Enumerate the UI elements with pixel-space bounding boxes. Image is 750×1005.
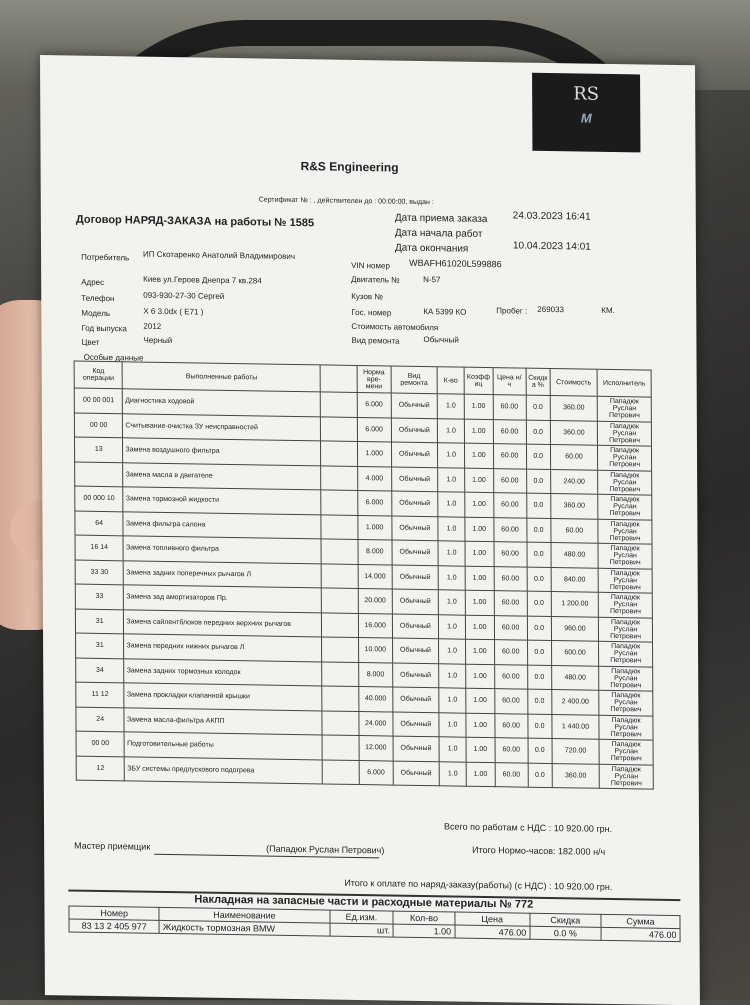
work-executor: Пападюк Руслан Петрович — [599, 641, 653, 666]
work-coef: 1.00 — [466, 737, 495, 762]
parts-col-unit: Ед.изм. — [329, 910, 393, 924]
work-coef: 1.00 — [464, 443, 493, 468]
work-executor: Пападюк Руслан Петрович — [598, 470, 652, 495]
hours-total-unit: н/ч — [593, 846, 606, 857]
work-price: 60.00 — [494, 615, 527, 640]
work-qty: 1.0 — [439, 737, 466, 762]
work-price: 60.00 — [493, 395, 526, 420]
parts-col-qty: Кол-во — [393, 911, 454, 925]
work-code: 13 — [74, 437, 123, 462]
work-norm: 1.000 — [357, 441, 391, 466]
work-coef: 1.00 — [466, 713, 495, 738]
parts-discount: 0.0 % — [530, 926, 601, 940]
model: X 6 3.0dx ( E71 ) — [143, 306, 204, 317]
parts-col-price: Цена — [455, 912, 530, 926]
engine: N-57 — [423, 275, 441, 285]
work-qty: 1.0 — [439, 590, 466, 615]
work-name: Считывание-очистка ЗУ неисправностей — [123, 413, 321, 441]
work-name: Замена топливного фильтра — [123, 536, 321, 564]
work-spare — [322, 637, 359, 662]
work-price: 60.00 — [493, 468, 526, 493]
work-discount: 0.0 — [527, 591, 551, 616]
work-code: 12 — [76, 756, 125, 781]
work-executor: Пападюк Руслан Петрович — [597, 396, 651, 421]
work-cost: 1 440.00 — [552, 714, 600, 739]
work-price: 60.00 — [494, 517, 527, 542]
work-norm: 8.000 — [358, 540, 392, 565]
work-qty: 1.0 — [439, 663, 466, 688]
work-qty: 1.0 — [439, 639, 466, 664]
work-name: Замена зад амортизаторов Пр. — [124, 585, 322, 613]
company-logo — [532, 73, 640, 153]
parts-col-number: Номер — [69, 906, 159, 920]
works-body — [74, 388, 653, 789]
invoice-number: 772 — [514, 898, 534, 911]
work-code: 00 000 10 — [75, 486, 124, 511]
work-spare — [321, 465, 358, 490]
repair-type-label: Вид ремонта — [351, 335, 400, 346]
work-spare — [323, 759, 360, 784]
color: Черный — [143, 335, 173, 346]
vin-label: VIN номер — [351, 260, 390, 271]
work-norm: 24.000 — [359, 711, 393, 736]
order-title-text: Договор НАРЯД-ЗАКАЗА на работы № — [75, 213, 287, 229]
work-norm: 10.000 — [358, 638, 392, 663]
col-empty — [321, 365, 358, 393]
work-norm: 6.000 — [358, 490, 392, 515]
work-code: 00 00 — [76, 731, 125, 756]
work-type: Обычный — [391, 418, 438, 443]
work-spare — [321, 514, 358, 539]
work-qty: 1.0 — [438, 492, 465, 517]
work-code: 00 00 001 — [74, 388, 123, 413]
parts-table — [68, 905, 680, 942]
work-price: 60.00 — [494, 566, 527, 591]
work-name: Замена воздушного фильтра — [123, 438, 321, 466]
work-name: Замена сайлентблоков передних верхних рычагов — [124, 609, 322, 637]
plate-label: Гос. номер — [351, 307, 392, 318]
work-type: Обычный — [392, 614, 439, 639]
parts-col-sum: Сумма — [601, 914, 680, 928]
col-qty: К-во — [437, 367, 464, 394]
work-discount: 0.0 — [526, 518, 550, 543]
phone-label: Телефон — [81, 293, 115, 304]
work-type: Обычный — [391, 491, 438, 516]
work-cost: 360.00 — [550, 420, 598, 445]
work-discount: 0.0 — [526, 444, 550, 469]
work-price: 60.00 — [493, 419, 526, 444]
work-name: Подготовительные работы — [125, 732, 323, 760]
work-coef: 1.00 — [466, 664, 495, 689]
work-coef: 1.00 — [465, 492, 494, 517]
parts-price: 476.00 — [455, 925, 530, 939]
work-code: 11 12 — [76, 682, 125, 707]
work-discount: 0.0 — [527, 689, 551, 714]
work-code — [75, 462, 124, 487]
parts-qty: 1.00 — [393, 924, 454, 938]
parts-col-name: Наименование — [159, 907, 329, 923]
work-qty: 1.0 — [438, 565, 465, 590]
logo-m: M — [580, 110, 592, 126]
work-coef: 1.00 — [466, 688, 495, 713]
pay-total-currency: грн. — [596, 881, 613, 893]
work-type: Обычный — [392, 589, 439, 614]
work-executor: Пападюк Руслан Петрович — [598, 568, 652, 593]
work-cost: 60.00 — [551, 518, 599, 543]
work-norm: 6.000 — [359, 760, 393, 785]
work-price: 60.00 — [494, 640, 527, 665]
work-type: Обычный — [391, 467, 438, 492]
work-coef: 1.00 — [465, 639, 494, 664]
work-type: Обычный — [391, 516, 438, 541]
work-discount: 0.0 — [527, 714, 551, 739]
work-qty: 1.0 — [439, 688, 466, 713]
work-cost: 840.00 — [551, 567, 599, 592]
order-number: 1585 — [289, 216, 315, 230]
model-label: Модель — [81, 308, 111, 319]
work-name: Замена задних тормозных колодок — [124, 658, 322, 686]
work-coef: 1.00 — [465, 517, 494, 542]
work-cost: 360.00 — [550, 494, 598, 519]
work-spare — [321, 392, 358, 417]
work-qty: 1.0 — [438, 394, 465, 419]
work-coef: 1.00 — [465, 541, 494, 566]
work-name: Замена масла в двигателе — [123, 462, 321, 490]
work-coef: 1.00 — [465, 566, 494, 591]
work-name: Замена задних поперечных рычагов Л — [124, 560, 322, 588]
work-discount: 0.0 — [526, 395, 550, 420]
work-type: Обычный — [393, 761, 440, 786]
work-type: Обычный — [392, 540, 439, 565]
col-discount: Скидк а % — [526, 368, 550, 395]
work-qty: 1.0 — [439, 614, 466, 639]
date-end-label: Дата окончания — [394, 242, 469, 255]
parts-col-discount: Скидка — [530, 913, 601, 927]
work-cost: 720.00 — [552, 739, 600, 764]
work-norm: 4.000 — [358, 466, 392, 491]
work-code: 00 00 — [74, 413, 123, 438]
plate: КА 5399 КО — [423, 307, 467, 317]
repair-type: Обычный — [423, 335, 459, 345]
work-executor: Пападюк Руслан Петрович — [599, 617, 653, 642]
work-type: Обычный — [392, 663, 439, 688]
work-price: 60.00 — [494, 689, 527, 714]
mileage-label: Пробег : — [496, 306, 528, 316]
special-data-label: Особые данные — [83, 352, 144, 363]
works-table — [74, 361, 654, 790]
work-price: 60.00 — [494, 591, 527, 616]
work-norm: 14.000 — [358, 564, 392, 589]
work-cost: 480.00 — [551, 665, 599, 690]
work-qty: 1.0 — [439, 712, 466, 737]
work-norm: 20.000 — [358, 589, 392, 614]
work-coef: 1.00 — [465, 590, 494, 615]
work-qty: 1.0 — [438, 443, 465, 468]
year-label: Год выпуска — [81, 323, 127, 334]
work-qty: 1.0 — [438, 541, 465, 566]
work-spare — [322, 661, 359, 686]
logo-mark: RS — [573, 83, 600, 105]
work-code: 31 — [75, 609, 124, 634]
work-price: 60.00 — [494, 664, 527, 689]
consumer-label: Потребитель — [81, 252, 130, 263]
col-type: Вид ремонта — [391, 366, 438, 394]
work-norm: 12.000 — [359, 736, 393, 761]
work-price: 60.00 — [494, 542, 527, 567]
work-coef: 1.00 — [464, 419, 493, 444]
work-coef: 1.00 — [464, 468, 493, 493]
work-discount: 0.0 — [528, 763, 552, 788]
work-type: Обычный — [392, 638, 439, 663]
address-label: Адрес — [81, 277, 105, 288]
work-qty: 1.0 — [438, 516, 465, 541]
work-cost: 360.00 — [550, 396, 598, 421]
work-discount: 0.0 — [526, 469, 550, 494]
work-discount: 0.0 — [527, 542, 551, 567]
work-type: Обычный — [391, 442, 438, 467]
work-qty: 1.0 — [438, 418, 465, 443]
hours-total-label: Итого Нормо-часов: — [472, 844, 556, 857]
work-price: 60.00 — [495, 738, 528, 763]
work-code: 33 — [75, 584, 124, 609]
work-price: 60.00 — [495, 762, 528, 787]
date-received-label: Дата приема заказа — [394, 212, 488, 226]
work-code: 31 — [76, 633, 125, 658]
body-label: Кузов № — [351, 291, 384, 302]
col-works: Выполненные работы — [123, 362, 321, 392]
work-qty: 1.0 — [439, 761, 466, 786]
work-name: Замена передних нижних рычагов Л — [124, 634, 322, 662]
work-executor: Пападюк Руслан Петрович — [599, 715, 653, 740]
work-coef: 1.00 — [465, 615, 494, 640]
work-qty: 1.0 — [438, 467, 465, 492]
work-executor: Пападюк Руслан Петрович — [598, 519, 652, 544]
color-label: Цвет — [81, 337, 100, 347]
work-spare — [322, 563, 359, 588]
works-total-currency: грн. — [596, 823, 613, 834]
work-type: Обычный — [392, 687, 439, 712]
pay-total-label: Итого к оплате по наряд-заказу(работы) (с НДС) : — [344, 877, 552, 892]
car-cost-label: Стоимость автомобиля — [351, 321, 439, 333]
col-norm: Норма вре-мени — [357, 365, 391, 393]
work-name: Замена тормозной жидкости — [123, 487, 321, 515]
pay-total-value: 10 920.00 — [554, 881, 595, 892]
work-discount: 0.0 — [527, 567, 551, 592]
work-executor: Пападюк Руслан Петрович — [598, 445, 652, 470]
work-name: Диагностика ходовой — [123, 389, 321, 417]
work-norm: 40.000 — [359, 687, 393, 712]
work-discount: 0.0 — [527, 640, 551, 665]
work-name: Замена фильтра салона — [123, 511, 321, 539]
work-spare — [321, 539, 358, 564]
col-coef: Коэфф иц — [464, 367, 493, 394]
work-price: 60.00 — [493, 444, 526, 469]
work-spare — [322, 588, 359, 613]
work-price: 60.00 — [493, 493, 526, 518]
work-cost: 480.00 — [551, 543, 599, 568]
work-executor: Пападюк Руслан Петрович — [598, 421, 652, 446]
parts-sum: 476.00 — [601, 927, 680, 941]
work-cost: 240.00 — [550, 469, 598, 494]
order-sheet — [40, 55, 700, 1005]
work-executor: Пападюк Руслан Петрович — [599, 739, 653, 764]
work-executor: Пападюк Руслан Петрович — [599, 764, 653, 789]
master-name: (Пападюк Руслан Петрович) — [266, 843, 385, 856]
work-executor: Пападюк Руслан Петрович — [598, 494, 652, 519]
work-cost: 360.00 — [552, 763, 600, 788]
work-norm: 8.000 — [359, 662, 393, 687]
work-executor: Пападюк Руслан Петрович — [598, 592, 652, 617]
date-start-label: Дата начала работ — [394, 227, 483, 240]
work-discount: 0.0 — [528, 738, 552, 763]
col-executor: Исполнитель — [597, 369, 651, 397]
work-spare — [321, 490, 358, 515]
hours-total — [472, 845, 605, 857]
pay-total — [344, 878, 612, 892]
work-code: 33 30 — [75, 560, 124, 585]
col-cost: Стоимость — [550, 369, 598, 397]
work-cost: 600.00 — [551, 641, 599, 666]
work-spare — [322, 612, 359, 637]
work-code: 64 — [75, 511, 124, 536]
work-discount: 0.0 — [527, 616, 551, 641]
work-type: Обычный — [392, 712, 439, 737]
work-price: 60.00 — [495, 713, 528, 738]
work-name: Замена масла-фильтра АКПП — [124, 707, 322, 735]
work-type: Обычный — [393, 736, 440, 761]
work-spare — [322, 710, 359, 735]
work-spare — [322, 686, 359, 711]
work-norm: 6.000 — [357, 417, 391, 442]
date-end: 10.04.2023 14:01 — [512, 240, 591, 253]
work-spare — [321, 441, 358, 466]
mileage-unit: КМ. — [601, 305, 615, 316]
work-discount: 0.0 — [526, 420, 550, 445]
work-type: Обычный — [392, 565, 439, 590]
work-norm: 1.000 — [358, 515, 392, 540]
work-cost: 2 400.00 — [552, 690, 600, 715]
order-title — [76, 214, 314, 230]
invoice-title-text: Накладная на запасные части и расходные материалы № — [194, 893, 512, 911]
work-cost: 960.00 — [551, 616, 599, 641]
col-price: Цена н/ч — [493, 368, 526, 396]
company-name: R&S Engineering — [300, 159, 399, 175]
works-total-value: 10 920.00 — [553, 823, 594, 834]
work-code: 34 — [76, 658, 125, 683]
work-code: 24 — [76, 707, 125, 732]
work-cost: 60.00 — [550, 445, 598, 470]
work-cost: 1 200.00 — [551, 592, 599, 617]
work-type: Обычный — [391, 393, 438, 418]
work-norm: 6.000 — [357, 392, 391, 417]
parts-unit: шт. — [330, 923, 394, 937]
master-label: Мастер приемщик — [74, 840, 151, 852]
work-executor: Пападюк Руслан Петрович — [598, 543, 652, 568]
work-executor: Пападюк Руслан Петрович — [599, 666, 653, 691]
vin: WBAFH61020L599886 — [409, 257, 502, 270]
work-spare — [322, 735, 359, 760]
works-total-label: Всего по работам с НДС : — [443, 821, 552, 834]
engine-label: Двигатель № — [351, 274, 400, 285]
work-name: Замена прокладки клапанной крышки — [124, 683, 322, 711]
work-name: ЗБУ системы предпускового подогрева — [125, 756, 323, 784]
work-code: 16 14 — [75, 535, 124, 560]
work-spare — [321, 416, 358, 441]
mileage: 269033 — [537, 304, 565, 315]
certificate: Сертификат № : , действителен до : 00:00:00, выдан : — [258, 196, 434, 207]
work-coef: 1.00 — [464, 394, 493, 419]
work-discount: 0.0 — [527, 665, 551, 690]
year: 2012 — [143, 321, 162, 331]
parts-number: 83 13 2 405 977 — [69, 919, 159, 933]
parts-name: Жидкость тормозная BMW — [159, 920, 329, 936]
work-discount: 0.0 — [526, 493, 550, 518]
address: Киев ул.Героев Днепра 7 кв.284 — [143, 274, 262, 286]
date-received: 24.03.2023 16:41 — [512, 210, 591, 223]
consumer: ИП Скотаренко Анатолий Владимирович — [143, 249, 296, 262]
hours-total-value: 182.000 — [557, 846, 591, 857]
col-code: Код операции — [74, 361, 123, 389]
works-total — [444, 821, 612, 834]
work-coef: 1.00 — [466, 762, 495, 787]
phone: 093-930-27-30 Сергей — [143, 290, 225, 301]
work-executor: Пападюк Руслан Петрович — [599, 690, 653, 715]
work-norm: 16.000 — [358, 613, 392, 638]
